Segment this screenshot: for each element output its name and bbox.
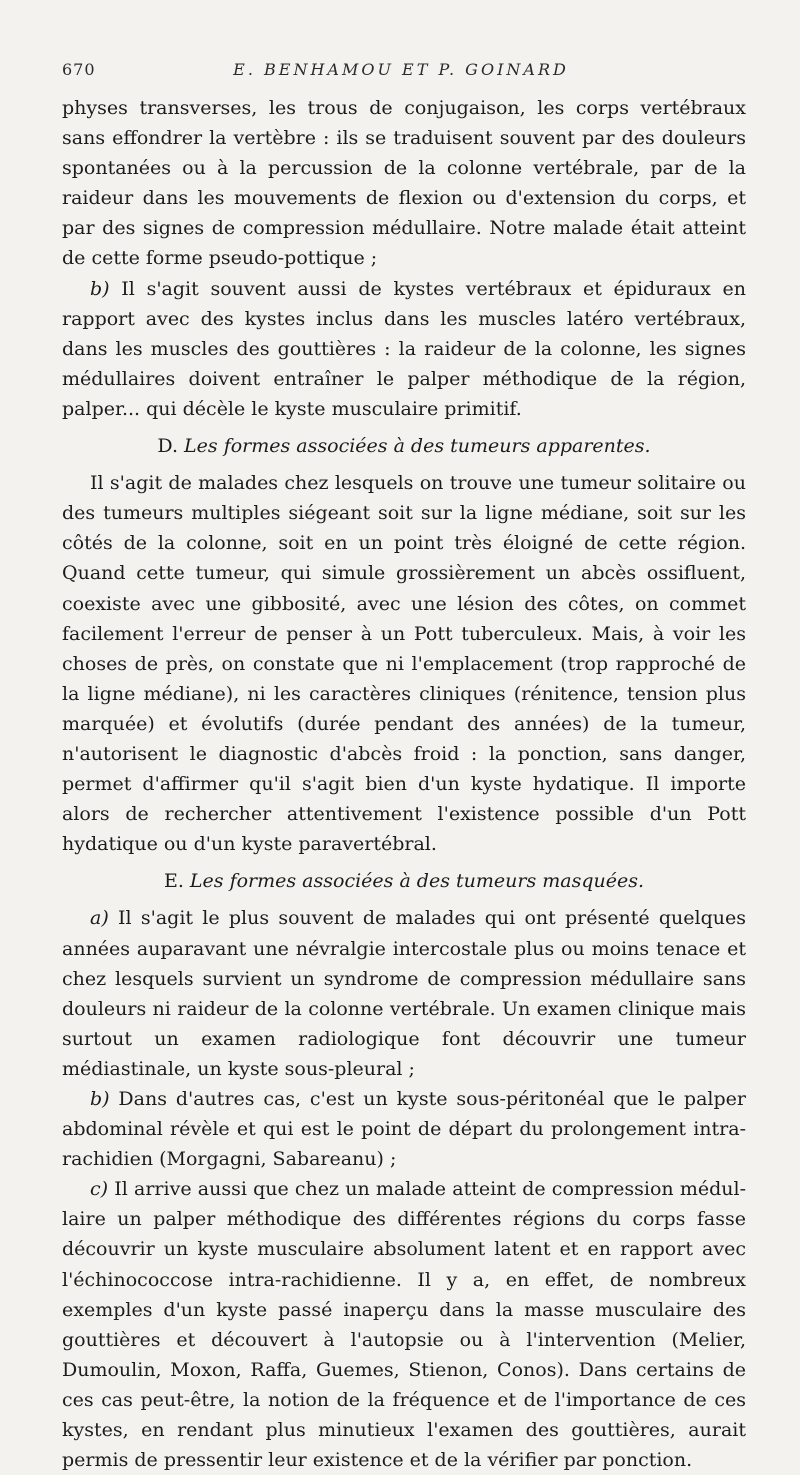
section-letter: D. — [157, 435, 178, 458]
paragraph-text: Dans d'autres cas, c'est un kyste sous-péritonéal que le palper abdominal révèle et qui est le point de départ du prolongement intra-rachidien (Morgagni, Sabareanu) ; — [62, 1088, 746, 1171]
section-title: Les formes associées à des tumeurs apparentes. — [184, 435, 651, 458]
paragraph-item-a — [62, 903, 746, 1084]
section-heading-d — [62, 431, 746, 461]
item-marker: c) — [90, 1178, 109, 1201]
page-number: 670 — [62, 60, 96, 79]
paragraph-text: Il arrive aussi que chez un malade atteint de compression médullaire un palper méthodique des différentes régions du corps fasse découvrir un kyste musculaire absolument latent et en rapport avec l'échinococcose intra-rachidienne. Il y a, en effet, de nombreux exemples d'un kyste passé inaperçu dans la masse musculaire des gouttières et découvert à l'autopsie ou à l'intervention (Melier, Dumoulin, Moxon, Raffa, Guemes, Stienon, Conos). Dans certains de ces cas peut-être, la notion de la fréquence et de l'importance de ces kystes, en rendant plus minutieux l'examen des gouttières, aurait permis de pressentir leur existence et de la vérifier par ponction. — [62, 1178, 746, 1472]
running-title: E. BENHAMOU ET P. GOINARD — [233, 60, 569, 79]
item-marker: b) — [90, 277, 110, 300]
section-heading-e — [62, 866, 746, 896]
paragraph-item-b — [62, 274, 746, 424]
paragraph-continued: physes transverses, les trous de conjugaison, les corps vertébraux sans effondrer la vertèbre : ils se traduisent souvent par des douleurs spontanées ou à la percussion de la colonne vertébrale, par de la raideur dans les mouvements de flexion ou d'extension du corps, et par des signes de compression médullaire. Notre malade était atteint de cette forme pseudo-pottique ; — [62, 97, 746, 270]
section-letter: E. — [163, 870, 184, 893]
item-marker: a) — [90, 907, 109, 930]
paragraph-text: Il s'agit le plus souvent de malades qui ont présenté quelques années auparavant une névralgie intercostale plus ou moins tenace et chez lesquels survient un syndrome de compression médullaire sans douleurs ni raideur de la colonne vertébrale. Un examen clinique mais surtout un examen radiologique font découvrir une tumeur médiastinale, un kyste sous-pleural ; — [62, 907, 746, 1080]
paragraph-text: Il s'agit souvent aussi de kystes vertébraux et épiduraux en rapport avec des kystes inclus dans les muscles latéro vertébraux, dans les muscles des gouttières : la raideur de la colonne, les signes médullaires doivent entraîner le palper méthodique de la région, palper... qui décèle le kyste musculaire primitif. — [62, 277, 746, 420]
paragraph-item-c — [62, 1174, 746, 1475]
paragraph-item-b — [62, 1084, 746, 1174]
section-d-paragraph: Il s'agit de malades chez lesquels on trouve une tumeur solitaire ou des tumeurs multiples siégeant soit sur la ligne médiane, soit sur les côtés de la colonne, soit en un point très éloigné de cette région. Quand cette tumeur, qui simule grossièrement un abcès ossifluent, coexiste avec une gibbosité, avec une lésion des côtes, on commet facilement l'erreur de penser à un Pott tuberculeux. Mais, à voir les choses de près, on constate que ni l'emplacement (trop rapproché de la ligne médiane), ni les caractères cliniques (rénitence, tension plus marquée) et évolutifs (durée pendant des années) de la tumeur, n'autorisent le diagnostic d'abcès froid : la ponction, sans danger, permet d'affirmer qu'il s'agit bien d'un kyste hydatique. Il importe alors de rechercher attentivement l'existence possible d'un Pott hydatique ou d'un kyste paravertébral. — [62, 472, 746, 856]
body-text — [62, 93, 746, 1475]
running-header — [62, 60, 740, 84]
section-title: Les formes associées à des tumeurs masquées. — [189, 870, 645, 893]
item-marker: b) — [90, 1088, 110, 1110]
